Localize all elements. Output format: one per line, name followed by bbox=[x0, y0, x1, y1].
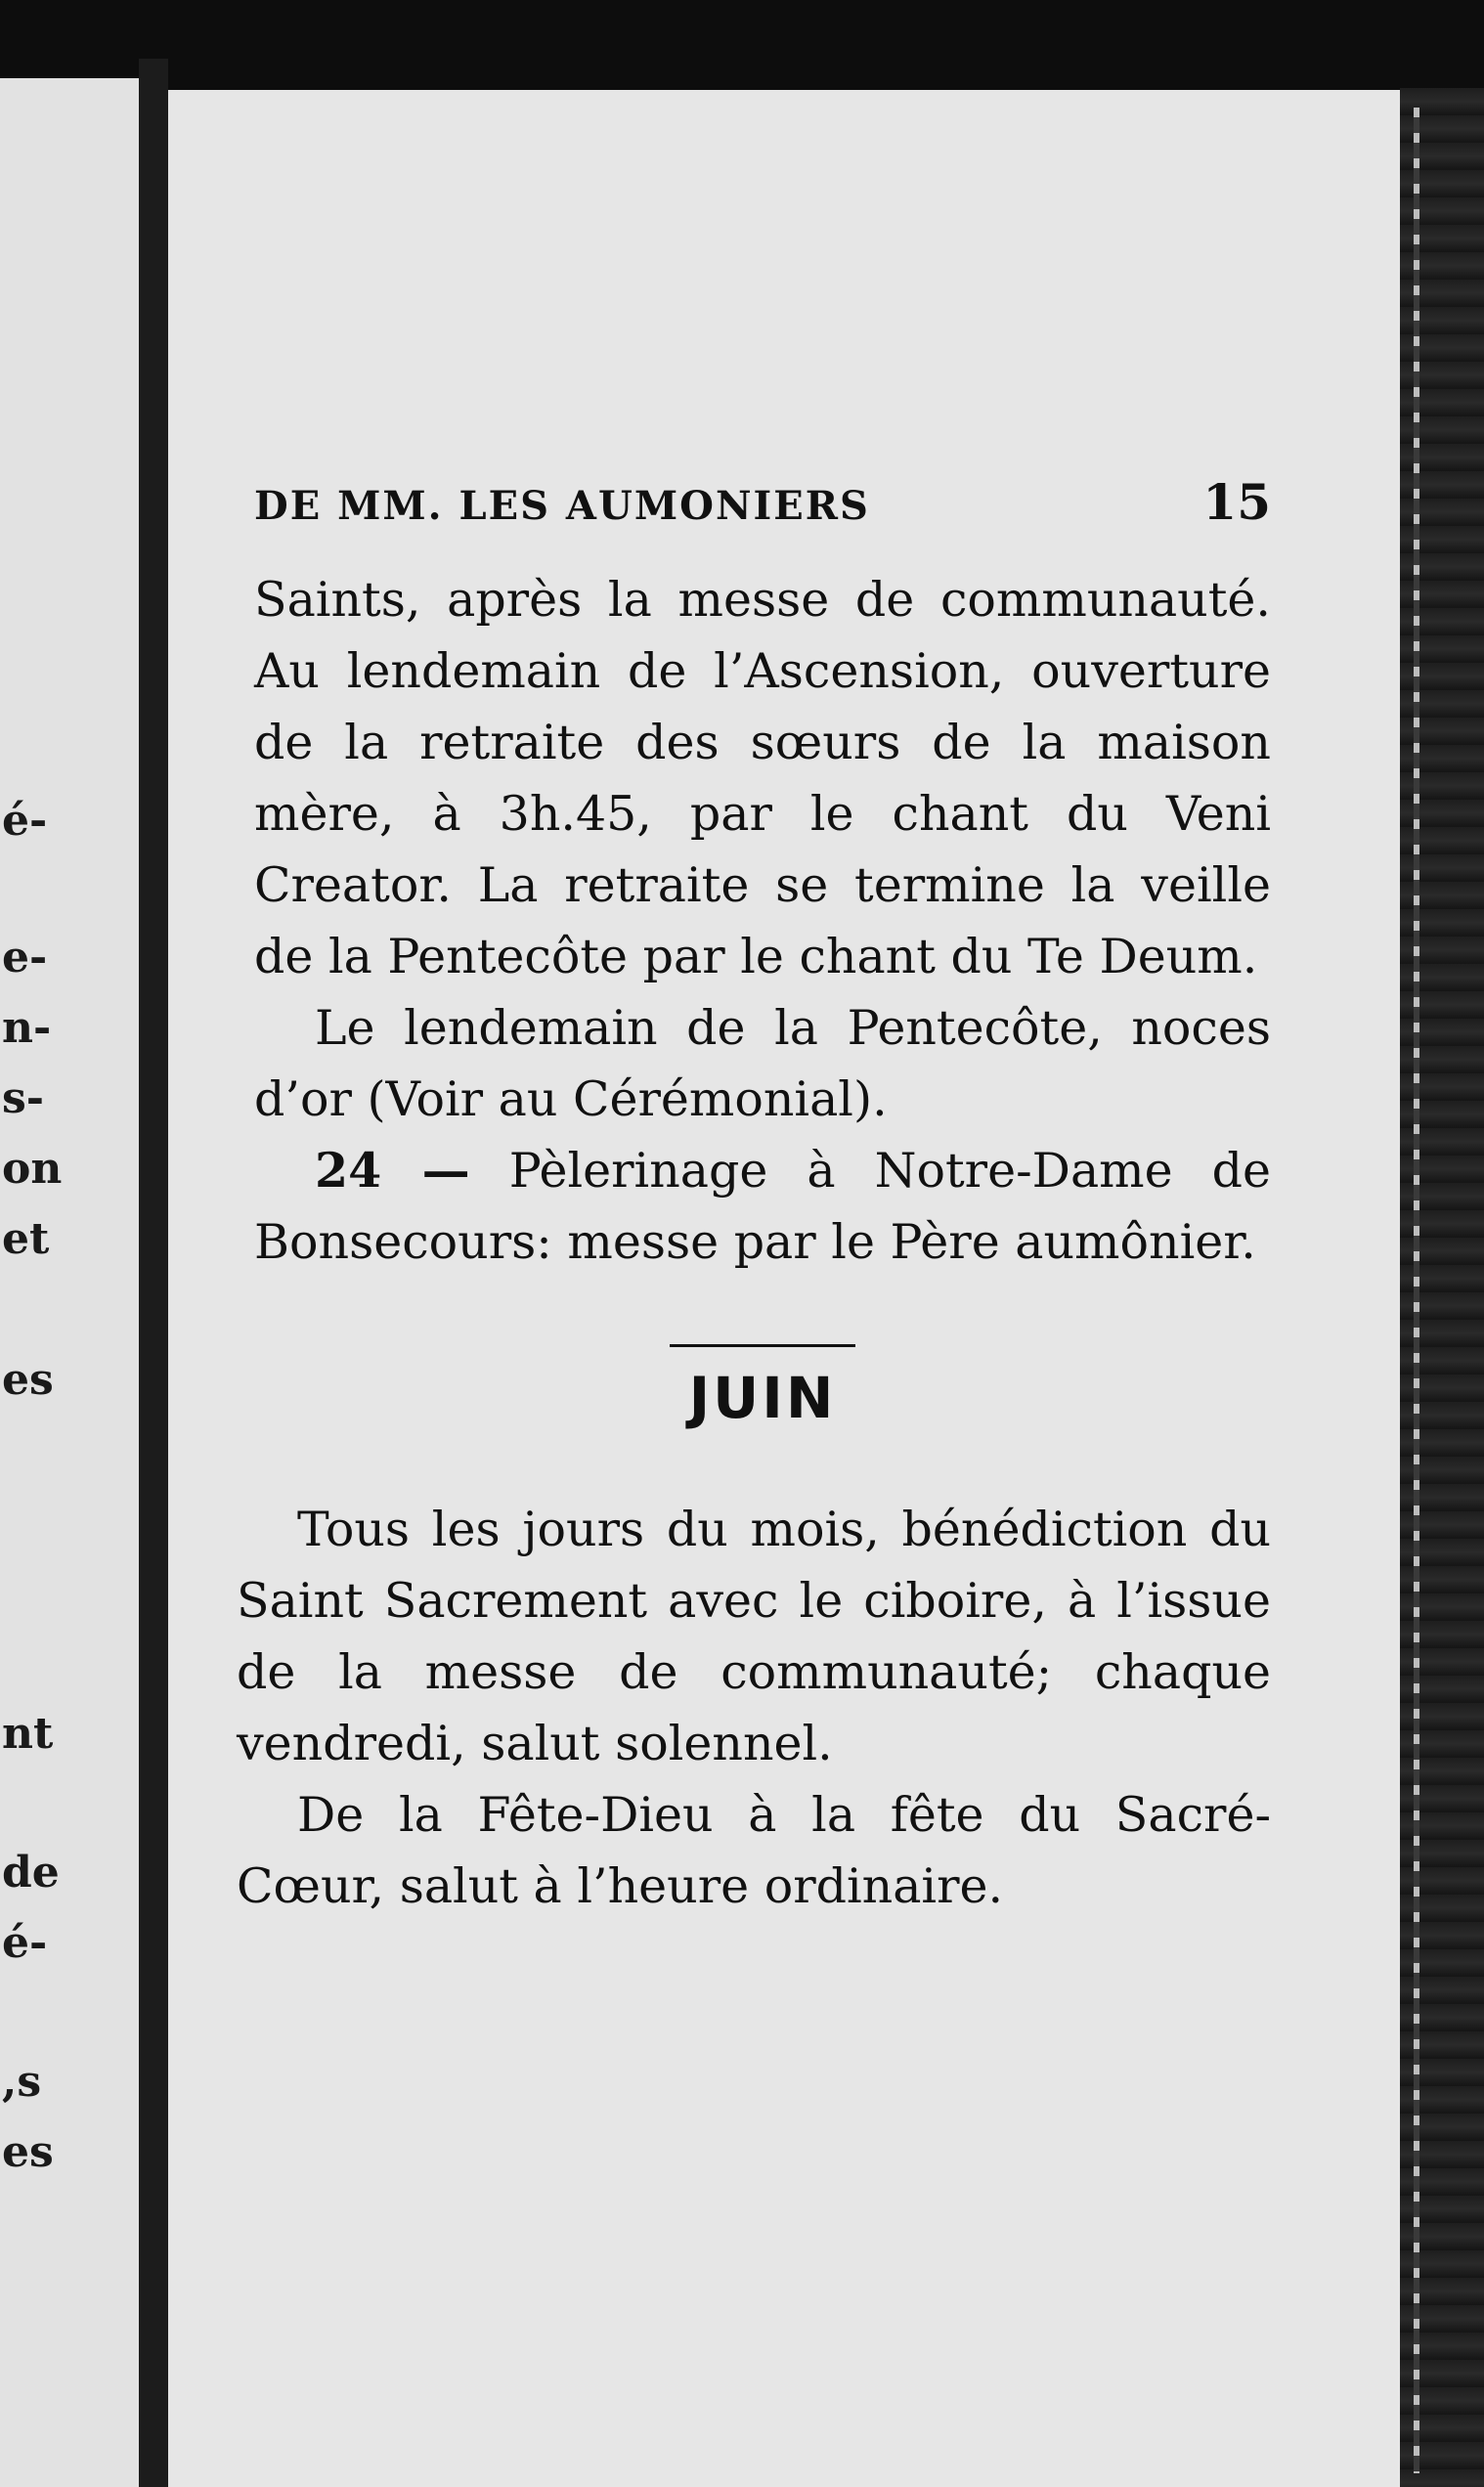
juin-section bbox=[237, 1494, 1271, 1922]
left-page-line-fragment: es bbox=[2, 2127, 54, 2177]
book-gutter bbox=[139, 59, 168, 2487]
calendar-entry bbox=[254, 1135, 1271, 1278]
page-edge-shadow bbox=[1400, 88, 1484, 2487]
running-head bbox=[254, 473, 1271, 531]
page-edge-pattern bbox=[1414, 108, 1419, 2473]
left-page-line-fragment: n- bbox=[2, 1003, 52, 1053]
entry-text: Pèlerinage à Notre-Dame de Bonsecours: messe par le Père aumônier. bbox=[254, 1143, 1271, 1270]
running-head-title: DE MM. LES AUMONIERS bbox=[254, 483, 870, 529]
left-page-line-fragment: on bbox=[2, 1144, 63, 1194]
left-page-line-fragment: et bbox=[2, 1214, 50, 1264]
page-number: 15 bbox=[1202, 473, 1271, 531]
book-page bbox=[168, 90, 1400, 2487]
section-title: JUIN bbox=[688, 1365, 837, 1431]
left-page-line-fragment: ,s bbox=[2, 2057, 42, 2107]
entry-day: 24 — bbox=[315, 1142, 470, 1199]
paragraph: Saints, après la messe de communauté. Au lendemain de l’Ascension, ouverture de la retraite des sœurs de la maison mère, à 3h.45, par le chant du Veni Creator. La retraite se termine la veille de la Pentecôte par le chant du Te Deum. bbox=[254, 572, 1271, 984]
left-page-line-fragment: s- bbox=[2, 1073, 45, 1123]
paragraph: Le lendemain de la Pentecôte, noces d’or (Voir au Cérémonial). bbox=[254, 1000, 1271, 1127]
page-text-column bbox=[237, 473, 1271, 1922]
section-divider-rule bbox=[670, 1344, 855, 1347]
left-page-line-fragment: de bbox=[2, 1848, 60, 1898]
paragraph: Tous les jours du mois, bénédiction du Saint Sacrement avec le ciboire, à l’issue de la messe de communauté; chaque vendredi, salut solennel. bbox=[237, 1502, 1271, 1771]
paragraph: De la Fête-Dieu à la fête du Sacré-Cœur, salut à l’heure ordinaire. bbox=[237, 1787, 1271, 1914]
left-page-line-fragment: es bbox=[2, 1355, 54, 1405]
left-page-line-fragment: é- bbox=[2, 796, 48, 846]
left-page-line-fragment: e- bbox=[2, 933, 48, 982]
left-page-line-fragment: nt bbox=[2, 1709, 54, 1759]
left-page-line-fragment: é- bbox=[2, 1918, 48, 1968]
left-page-fragment bbox=[0, 78, 139, 2487]
